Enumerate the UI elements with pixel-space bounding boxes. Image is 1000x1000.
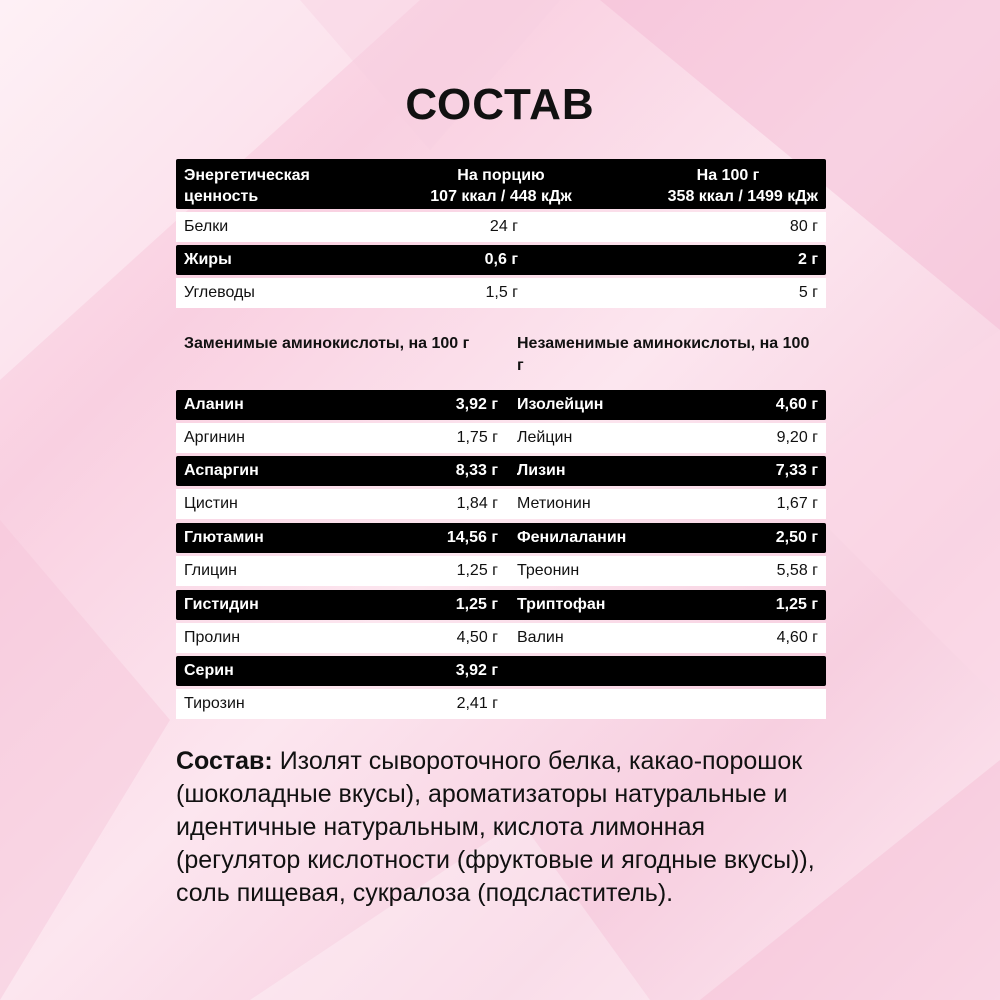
macro-row-protein <box>176 212 826 242</box>
amino-row <box>176 390 826 420</box>
amino-row <box>176 656 826 686</box>
essential-name: Триптофан <box>517 596 606 613</box>
nonessential-value: 1,25 г <box>455 596 498 613</box>
energy-header-row <box>176 159 826 209</box>
per-100-header: На 100 г <box>696 167 760 184</box>
nonessential-value: 3,92 г <box>455 396 498 413</box>
macro-row-fat <box>176 245 826 275</box>
macro-row-carbs <box>176 278 826 308</box>
macro-per100: 5 г <box>798 284 818 301</box>
essential-name: Фенилаланин <box>517 529 627 546</box>
amino-row <box>176 423 826 453</box>
amino-row <box>176 456 826 486</box>
amino-row <box>176 689 826 719</box>
nonessential-value: 14,56 г <box>446 529 498 546</box>
macro-per100: 80 г <box>789 218 818 235</box>
nonessential-value: 8,33 г <box>455 462 498 479</box>
essential-value: 5,58 г <box>776 562 818 579</box>
nonessential-value: 1,84 г <box>456 495 498 512</box>
macro-serving: 1,5 г <box>485 284 518 301</box>
macro-name: Белки <box>184 218 229 235</box>
nonessential-name: Гистидин <box>184 596 259 613</box>
macro-per100: 2 г <box>797 251 818 268</box>
energy-label: Энергетическая ценность <box>184 167 310 205</box>
amino-row <box>176 623 826 653</box>
composition-body: Изолят сывороточного белка, какао-порошок (шоколадные вкусы), ароматизаторы натуральные и идентичные натуральным, кислота лимонная (регулятор кислотности (фруктовые и ягодные вкусы)), соль пищевая, сукралоза (подсластитель). <box>176 747 815 907</box>
essential-name: Лейцин <box>517 429 573 446</box>
nonessential-value: 1,75 г <box>456 429 498 446</box>
essential-name: Треонин <box>517 562 580 579</box>
essential-name: Валин <box>517 629 564 646</box>
nonessential-amino-header: Заменимые аминокислоты, на 100 г <box>184 335 470 352</box>
essential-value: 7,33 г <box>775 462 818 479</box>
nonessential-name: Цистин <box>184 495 238 512</box>
essential-value: 4,60 г <box>775 396 818 413</box>
nonessential-value: 3,92 г <box>455 662 498 679</box>
essential-name: Метионин <box>517 495 591 512</box>
per-100-header-wrap <box>631 165 818 186</box>
nonessential-value: 4,50 г <box>456 629 498 646</box>
per-100-value: 358 ккал / 1499 кДж <box>667 188 818 205</box>
page-title: СОСТАВ <box>405 80 595 129</box>
nonessential-name: Аспаргин <box>184 462 259 479</box>
amino-row <box>176 556 826 586</box>
per-serving-header: На порцию <box>457 167 545 184</box>
macro-name: Углеводы <box>184 284 255 301</box>
essential-value: 1,67 г <box>776 495 818 512</box>
composition-label: Состав: <box>176 747 273 775</box>
macro-serving: 24 г <box>489 218 518 235</box>
nonessential-name: Глютамин <box>184 529 264 546</box>
nonessential-value: 2,41 г <box>456 695 498 712</box>
per-serving-value: 107 ккал / 448 кДж <box>430 188 572 205</box>
amino-row <box>176 590 826 620</box>
composition-text <box>176 745 836 910</box>
macro-name: Жиры <box>184 251 232 268</box>
amino-row <box>176 489 826 519</box>
nonessential-name: Серин <box>184 662 234 679</box>
essential-value: 2,50 г <box>775 529 818 546</box>
essential-value: 1,25 г <box>775 596 818 613</box>
essential-name: Лизин <box>517 462 566 479</box>
nonessential-name: Глицин <box>184 562 237 579</box>
nonessential-value: 1,25 г <box>456 562 498 579</box>
nonessential-name: Пролин <box>184 629 241 646</box>
essential-value: 9,20 г <box>776 429 818 446</box>
amino-row <box>176 523 826 553</box>
nonessential-name: Аргинин <box>184 429 245 446</box>
essential-amino-header: Незаменимые аминокислоты, на 100 г <box>517 335 810 374</box>
macro-serving: 0,6 г <box>484 251 518 268</box>
nonessential-name: Тирозин <box>184 695 245 712</box>
essential-value: 4,60 г <box>776 629 818 646</box>
essential-name: Изолейцин <box>517 396 604 413</box>
nonessential-name: Аланин <box>184 396 244 413</box>
